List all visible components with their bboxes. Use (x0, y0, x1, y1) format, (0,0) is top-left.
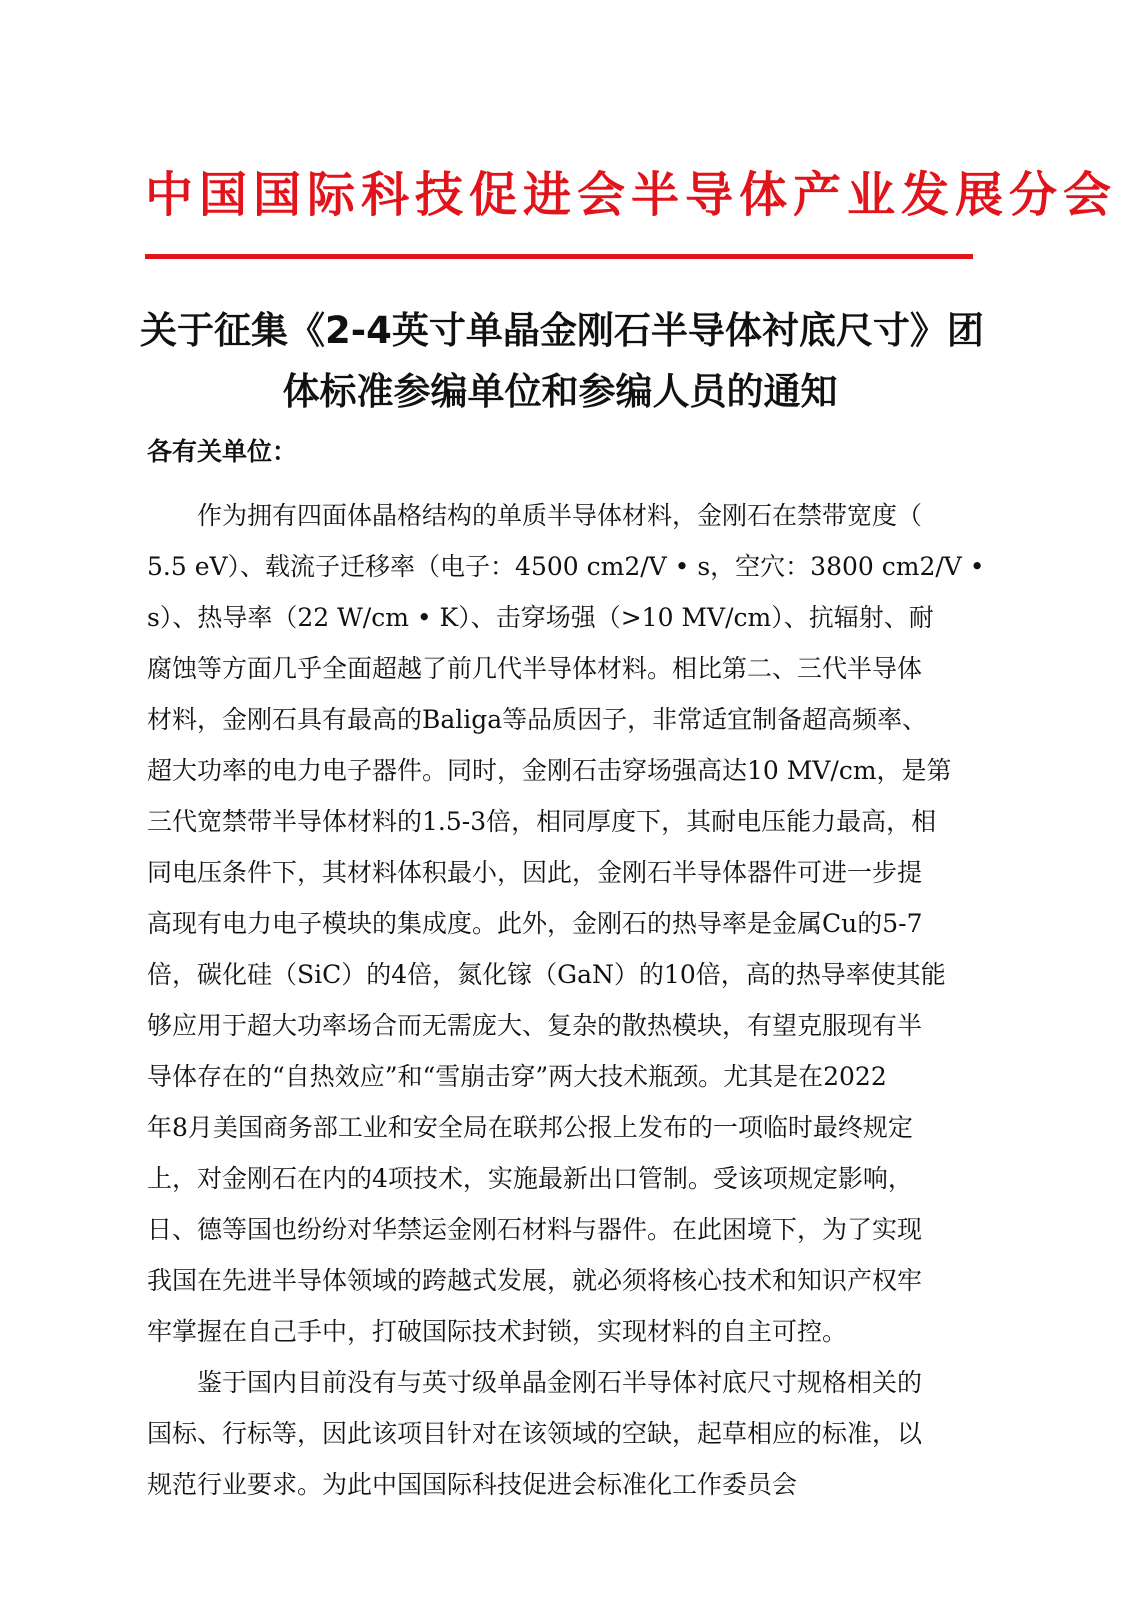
paragraph-line: 牢掌握在自己手中，打破国际技术封锁，实现材料的自主可控。 (147, 1317, 848, 1346)
body-text (147, 490, 985, 1510)
paragraph-line: 年8月美国商务部工业和安全局在联邦公报上发布的一项临时最终规定 (147, 1113, 913, 1142)
paragraph-line: 上，对金刚石在内的4项技术，实施最新出口管制。受该项规定影响， (147, 1164, 913, 1193)
header-divider (145, 254, 973, 259)
paragraph-line: 导体存在的“自热效应”和“雪崩击穿”两大技术瓶颈。尤其是在2022 (147, 1062, 887, 1091)
paragraph-line: 腐蚀等方面几乎全面超越了前几代半导体材料。相比第二、三代半导体 (147, 654, 923, 683)
paragraph-line: 超大功率的电力电子器件。同时，金刚石击穿场强高达10 MV/cm，是第 (147, 756, 952, 785)
paragraph-line: 5.5 eV）、载流子迁移率（电子：4500 cm2/V • s，空穴：3800 cm2/V • (147, 552, 985, 581)
paragraph-line: 三代宽禁带半导体材料的1.5-3倍，相同厚度下，其耐电压能力最高，相 (147, 807, 937, 836)
paragraph-line: s）、热导率（22 W/cm • K）、击穿场强（>10 MV/cm）、抗辐射、耐 (147, 603, 934, 632)
notice-title (140, 300, 984, 422)
paragraph-line: 高现有电力电子模块的集成度。此外，金刚石的热导率是金属Cu的5-7 (147, 909, 923, 938)
paragraph-line: 日、德等国也纷纷对华禁运金刚石材料与器件。在此困境下，为了实现 (147, 1215, 923, 1244)
paragraph-line: 我国在先进半导体领域的跨越式发展，就必须将核心技术和知识产权牢 (147, 1266, 923, 1295)
paragraph-line: 作为拥有四面体晶格结构的单质半导体材料，金刚石在禁带宽度（ (197, 501, 923, 530)
paragraph-line: 规范行业要求。为此中国国际科技促进会标准化工作委员会 (147, 1470, 798, 1499)
paragraph-line: 材料，金刚石具有最高的Baliga等品质因子，非常适宜制备超高频率、 (147, 705, 928, 734)
paragraph-line: 国标、行标等，因此该项目针对在该领域的空缺，起草相应的标准，以 (147, 1419, 923, 1448)
paragraph-line: 倍，碳化硅（SiC）的4倍，氮化镓（GaN）的10倍，高的热导率使其能 (147, 960, 946, 989)
paragraph-line: 够应用于超大功率场合而无需庞大、复杂的散热模块，有望克服现有半 (147, 1011, 923, 1040)
organization-header: 中国国际科技促进会半导体产业发展分会 (145, 167, 1118, 223)
salutation: 各有关单位： (147, 437, 298, 466)
paragraph-2 (147, 1357, 977, 1510)
paragraph-1 (147, 490, 985, 1357)
notice-title-line-2: 体标准参编单位和参编人员的通知 (282, 370, 838, 413)
notice-title-line-1: 关于征集《2-4英寸单晶金刚石半导体衬底尺寸》团 (140, 309, 984, 352)
paragraph-line: 鉴于国内目前没有与英寸级单晶金刚石半导体衬底尺寸规格相关的 (197, 1368, 923, 1397)
paragraph-line: 同电压条件下，其材料体积最小，因此，金刚石半导体器件可进一步提 (147, 858, 923, 887)
